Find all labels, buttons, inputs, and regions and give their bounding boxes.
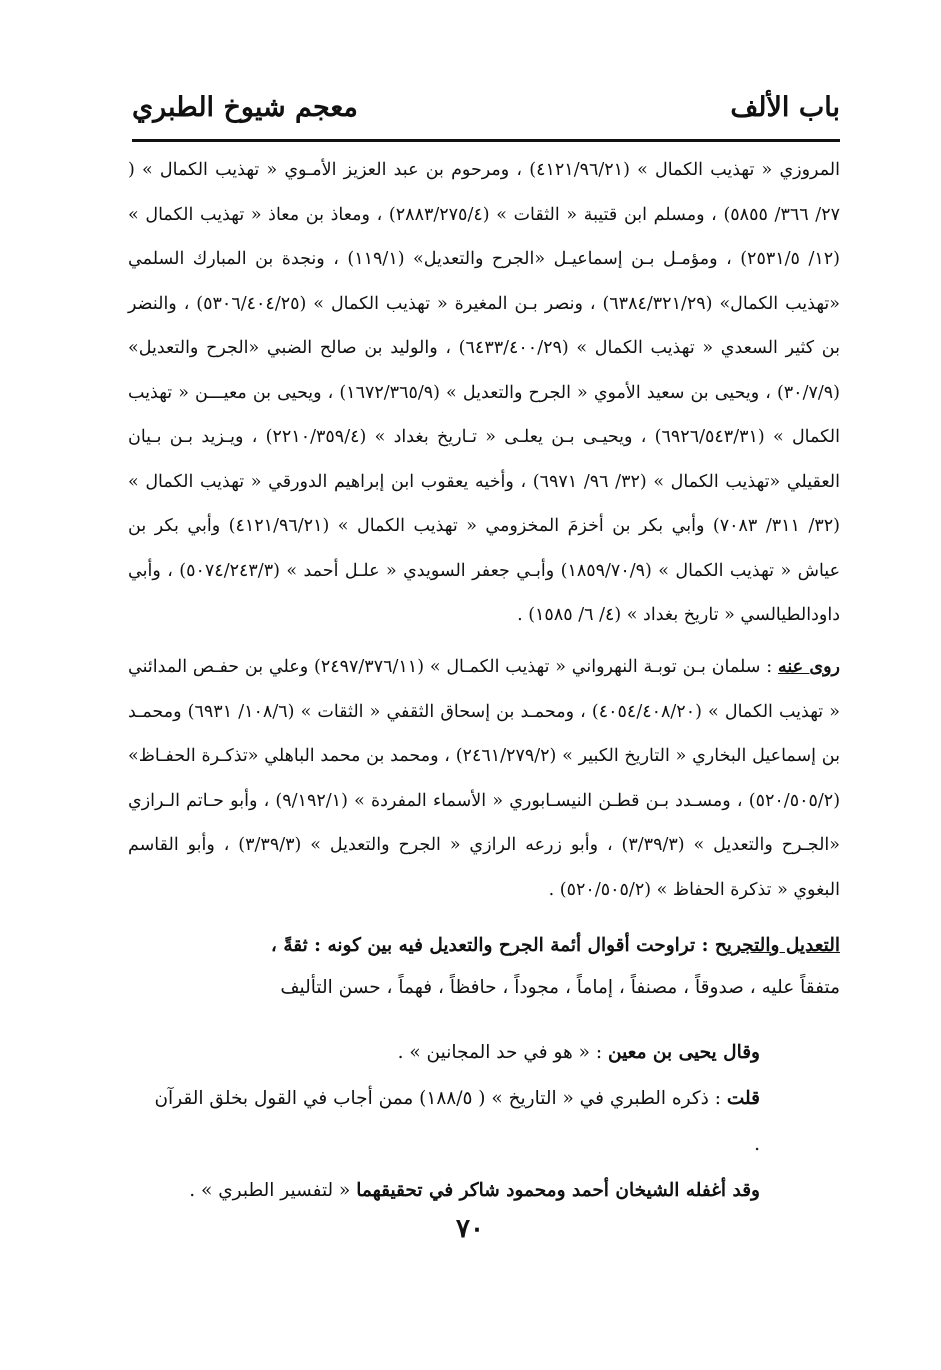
note-yahya-text: : « هو في حد المجانين » . bbox=[397, 1042, 608, 1063]
note-qult-label: قلت bbox=[726, 1088, 760, 1109]
note-shakir bbox=[150, 1168, 760, 1214]
book-title: معجم شيوخ الطبري bbox=[132, 92, 358, 123]
paragraph-text: المروزي « تهذيب الكمال » (٤١٢١/٩٦/٢١) ، ومرحوم بن عبد العزيز الأمـوي « تهذيب الكمال » ( ٢٧/ ٣٦٦/ ٥٨٥٥) ، ومسلم ابن قتيبة « الثقات » (٢٨٨٣/٢٧٥/٤) ، ومعاذ بن معاذ « تهذيب الكمال » (١٢/ ٢٥٣١/٥) ، ومؤمـل بـن إسماعيـل «الجرح والتعديل» (١١٩/١) ، ونجدة بن المبارك السلمي «تهذيب الكمال» (٦٣٨٤/٣٢١/٢٩) ، ونصر بـن المغيرة « تهذيب الكمال » (٥٣٠٦/٤٠٤/٢٥) ، والنضر بن كثير السعدي « تهذيب الكمال » (٦٤٣٣/٤٠٠/٢٩) ، والوليد بن صالح الضبي «الجرح والتعديل» (٣٠/٧/٩) ، ويحيى بن سعيد الأموي « الجرح والتعديل » (١٦٧٢/٣٦٥/٩) ، ويحيى بن معيـــن « تهذيب الكمال » (٦٩٢٦/٥٤٣/٣١) ، ويحيـى بـن يعلـى « تـاريخ بغداد » (٢٢١٠/٣٥٩/٤) ، ويـزيد بـن بـيان العقيلي «تهذيب الكمال » (٣٢/ ٩٦/ ٦٩٧١) ، وأخيه يعقوب ابن إبراهيم الدورقي « تهذيب الكمال » (٣٢/ ٣١١/ ٧٠٨٣) وأبي بكر بن أخزمَ المخزومي « تهذيب الكمال » (٤١٢١/٩٦/٢١) وأبي بكر بن عياش « تهذيب الكمال » (١٨٥٩/٧٠/٩) وأبـي جعفر السويدي « علـل أحمد » (٥٠٧٤/٢٤٣/٣) ، وأبي داودالطيالسي « تاريخ بغداد » (٤/ ٦/ ١٥٨٥) . bbox=[128, 160, 841, 625]
chapter-title: باب الألف bbox=[730, 92, 840, 123]
note-qult bbox=[150, 1076, 760, 1168]
page-number: ٧٠ bbox=[456, 1214, 484, 1244]
header-divider bbox=[132, 139, 840, 142]
note-shakir-label: وقد أغفله الشيخان أحمد ومحمود شاكر في تحقيقهما bbox=[356, 1180, 760, 1201]
paragraph-teachers bbox=[128, 148, 840, 638]
note-yahya bbox=[150, 1030, 760, 1076]
narrators-text: : سلمان بـن توبـة النهرواني « تهذيب الكمـال » (٢٤٩٧/٣٧٦/١١) وعلي بن حفـص المدائني « تهذيب الكمال » (٤٠٥٤/٤٠٨/٢٠) ، ومحمـد بن إسحاق الثقفي « الثقات » (١٠٨/٦/ ٦٩٣١) ومحمـد بن إسماعيل البخاري « التاريخ الكبير » (٢٤٦١/٢٧٩/٢) ، ومحمد بن محمد الباهلي «تذكـرة الحفـاظ» (٥٢٠/٥٠٥/٢) ، ومسـدد بـن قطـن النيسـابوري « الأسماء المفردة » (٩/١٩٢/١) ، وأبو حـاتم الـرازي «الجـرح والتعديل » (٣/٣٩/٣) ، وأبو زرعه الرازي « الجرح والتعديل » (٣/٣٩/٣) ، وأبو القاسم البغوي « تذكرة الحفاظ » (٥٢٠/٥٠٥/٢) . bbox=[128, 657, 841, 900]
page-header bbox=[132, 88, 840, 136]
evaluation-section bbox=[128, 925, 840, 1009]
evaluation-lead: : تراوحت أقوال أئمة الجرح والتعديل فيه بين كونه : ثقةً ، bbox=[270, 935, 715, 956]
note-qult-text: : ذكره الطبري في « التاريخ » ( ١٨٨/٥) ممن أجاب في القول بخلق القرآن . bbox=[154, 1088, 760, 1155]
evaluation-label: التعديل والتجريح bbox=[714, 935, 840, 956]
closing-notes bbox=[150, 1030, 760, 1214]
narrators-label: روى عنه bbox=[777, 657, 840, 677]
note-shakir-text: « لتفسير الطبري » . bbox=[189, 1180, 357, 1201]
note-yahya-label: وقال يحيى بن معين bbox=[607, 1042, 760, 1063]
evaluation-qualities: متفقاً عليه ، صدوقاً ، مصنفاً ، إماماً ، مجوداً ، حافظاً ، فهماً ، حسن التأليف bbox=[280, 977, 840, 998]
narrators-section bbox=[128, 645, 840, 912]
